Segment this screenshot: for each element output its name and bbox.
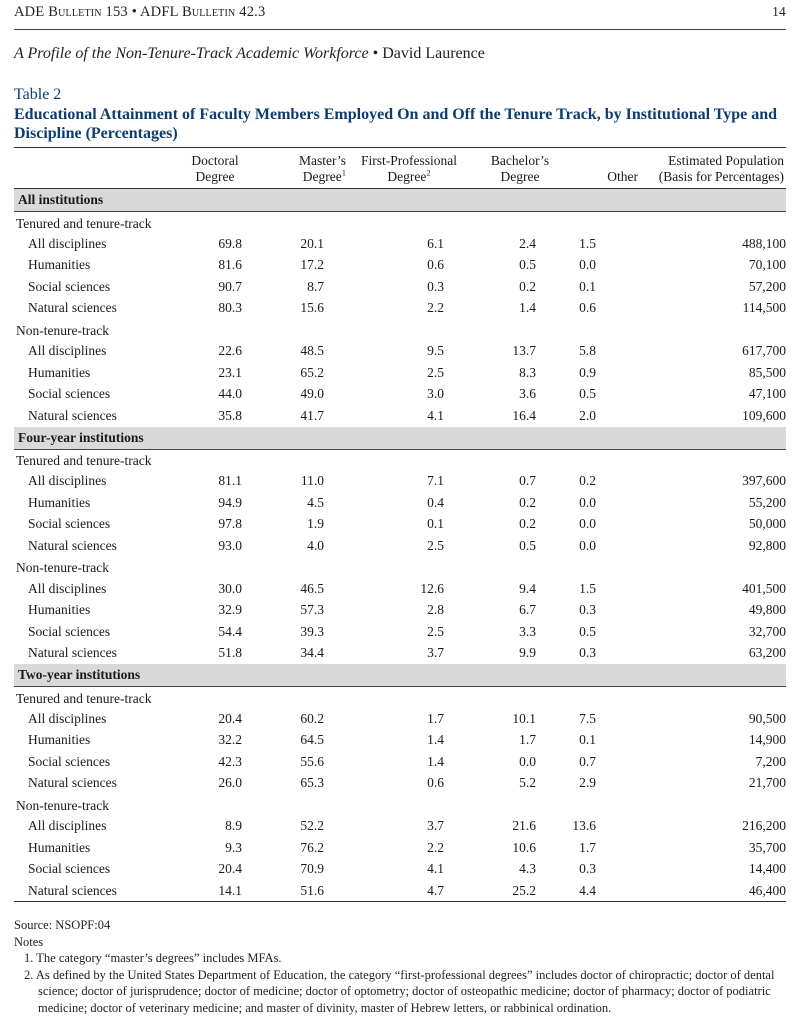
- column-header: Doctoral Degree: [174, 148, 256, 189]
- table-cell: 16.4: [512, 407, 536, 423]
- group-row: [14, 319, 786, 341]
- table-row: [14, 471, 786, 493]
- table-row: [14, 708, 786, 730]
- header-stub: [14, 148, 174, 189]
- table-row: [14, 384, 786, 406]
- table-cell: 49,800: [748, 602, 786, 618]
- table-cell: 81.1: [218, 473, 242, 489]
- table-title: Educational Attainment of Faculty Members Employed On and Off the Tenure Track, by Institutional Type and Discipline (Percentages): [14, 106, 778, 142]
- table-cell: 76.2: [300, 839, 324, 855]
- table-cell: 85,500: [748, 364, 786, 380]
- table-cell: 0.1: [427, 516, 444, 532]
- table-cell: 70,100: [748, 257, 786, 273]
- group-label: Non-tenure-track: [16, 797, 109, 813]
- group-label: Non-tenure-track: [16, 560, 109, 576]
- table-row: [14, 730, 786, 752]
- table-cell: 3.0: [427, 386, 444, 402]
- table-row: [14, 751, 786, 773]
- table-cell: 20.4: [218, 710, 242, 726]
- table-row: [14, 362, 786, 384]
- table-cell: 0.4: [427, 494, 444, 510]
- table-cell: 0.6: [579, 300, 596, 316]
- table-cell: 3.6: [519, 386, 536, 402]
- table-cell: 9.4: [519, 580, 536, 596]
- table-cell: 0.2: [519, 516, 536, 532]
- table-cell: 1.4: [427, 753, 444, 769]
- table-cell: 23.1: [218, 364, 242, 380]
- table-cell: 32,700: [748, 623, 786, 639]
- table-cell: 0.9: [579, 364, 596, 380]
- table-row: [14, 255, 786, 277]
- table-cell: 32.2: [218, 732, 242, 748]
- table-cell: 0.0: [519, 753, 536, 769]
- table-cell: 64.5: [300, 732, 324, 748]
- table-cell: 49.0: [300, 386, 324, 402]
- article-title: A Profile of the Non-Tenure-Track Academic Workforce: [14, 45, 369, 62]
- row-label: Natural sciences: [28, 775, 117, 791]
- table-row: [14, 600, 786, 622]
- row-label: All disciplines: [28, 343, 107, 359]
- table-cell: 1.5: [579, 580, 596, 596]
- table-cell: 35.8: [218, 407, 242, 423]
- table-cell: 8.7: [307, 278, 324, 294]
- table-cell: 488,100: [742, 235, 786, 251]
- table-cell: 21.6: [512, 818, 536, 834]
- table-cell: 0.5: [579, 623, 596, 639]
- table-cell: 57,200: [748, 278, 786, 294]
- table-cell: 51.6: [256, 880, 348, 902]
- table-cell: 0.3: [579, 645, 596, 661]
- table-cell: 2.5: [427, 364, 444, 380]
- table-cell: 46.5: [300, 580, 324, 596]
- table-cell: 2.2: [427, 300, 444, 316]
- table-cell: 0.7: [519, 473, 536, 489]
- article-line: [14, 45, 485, 63]
- row-label: Social sciences: [28, 623, 111, 639]
- institution-row: [14, 189, 786, 212]
- table-cell: 3.7: [427, 818, 444, 834]
- table-cell: 0.1: [579, 278, 596, 294]
- table-cell: 22.6: [218, 343, 242, 359]
- table-cell: 0.2: [519, 278, 536, 294]
- row-label: Humanities: [28, 602, 91, 618]
- row-label: Social sciences: [28, 386, 111, 402]
- table-cell: 3.7: [427, 645, 444, 661]
- table-cell: 11.0: [300, 473, 324, 489]
- table-cell: 8.9: [225, 818, 242, 834]
- table-cell: 216,200: [742, 818, 786, 834]
- table-body: [14, 189, 786, 902]
- table-cell: 617,700: [742, 343, 786, 359]
- table-cell: 44.0: [218, 386, 242, 402]
- table-cell: 13.6: [572, 818, 596, 834]
- row-label: Humanities: [28, 494, 91, 510]
- table-cell: 2.2: [427, 839, 444, 855]
- journal-title: ADE Bulletin 153 • ADFL Bulletin 42.3: [14, 4, 266, 20]
- institution-label: Four-year institutions: [14, 427, 786, 450]
- table-cell: 2.5: [427, 537, 444, 553]
- row-label: Social sciences: [28, 861, 111, 877]
- note-item: 1. The category “master’s degrees” includes MFAs.: [24, 951, 282, 965]
- table-row: [14, 621, 786, 643]
- row-label: Humanities: [28, 732, 91, 748]
- article-author: David Laurence: [382, 45, 485, 62]
- table-cell: 6.7: [519, 602, 536, 618]
- row-label: All disciplines: [28, 235, 107, 251]
- table-cell: 6.1: [427, 235, 444, 251]
- table-cell: 41.7: [300, 407, 324, 423]
- group-label: Tenured and tenure-track: [16, 453, 152, 468]
- table-cell: 2.5: [427, 623, 444, 639]
- table-cell: 97.8: [218, 516, 242, 532]
- table-cell: 4.3: [519, 861, 536, 877]
- table-cell: 0.0: [579, 257, 596, 273]
- table-cell: 5.8: [579, 343, 596, 359]
- column-header: Master’s Degree$^1$: [256, 148, 348, 189]
- table-cell: 7.1: [427, 473, 444, 489]
- table-cell: 14,400: [748, 861, 786, 877]
- table-label: Table 2: [14, 86, 62, 103]
- column-header: Other: [570, 148, 640, 189]
- group-label: Tenured and tenure-track: [16, 215, 152, 231]
- table-cell: 9.5: [427, 343, 444, 359]
- data-table: [14, 147, 786, 902]
- table-cell: 17.2: [300, 257, 324, 273]
- table-cell: 46,400: [640, 880, 786, 902]
- row-label: Humanities: [28, 257, 91, 273]
- table-cell: 1.9: [307, 516, 324, 532]
- table-cell: 32.9: [218, 602, 242, 618]
- table-cell: 2.8: [427, 602, 444, 618]
- table-cell: 52.2: [300, 818, 324, 834]
- institution-label: Two-year institutions: [14, 664, 786, 687]
- table-cell: 20.1: [300, 235, 324, 251]
- institution-row: [14, 427, 786, 450]
- table-cell: 3.3: [519, 623, 536, 639]
- table-row: [14, 341, 786, 363]
- table-cell: 0.3: [579, 602, 596, 618]
- table-cell: 5.2: [519, 775, 536, 791]
- table-cell: 4.1: [427, 861, 444, 877]
- table-cell: 81.6: [218, 257, 242, 273]
- table-cell: 1.5: [579, 235, 596, 251]
- table-row: [14, 298, 786, 320]
- row-label: Natural sciences: [28, 537, 117, 553]
- page-number: 14: [772, 4, 786, 19]
- table-cell: 0.3: [579, 861, 596, 877]
- table-row: [14, 880, 786, 902]
- group-row: [14, 449, 786, 471]
- table-cell: 8.3: [519, 364, 536, 380]
- table-cell: 65.2: [300, 364, 324, 380]
- table-cell: 57.3: [300, 602, 324, 618]
- table-cell: 60.2: [300, 710, 324, 726]
- table-cell: 12.6: [420, 580, 444, 596]
- table-cell: 0.5: [519, 537, 536, 553]
- table-cell: 14.1: [174, 880, 256, 902]
- table-cell: 25.2: [470, 880, 570, 902]
- table-cell: 35,700: [748, 839, 786, 855]
- table-cell: 15.6: [300, 300, 324, 316]
- table-cell: 94.9: [218, 494, 242, 510]
- table-cell: 7.5: [579, 710, 596, 726]
- table-row: [14, 643, 786, 665]
- group-row: [14, 212, 786, 234]
- table-cell: 55,200: [748, 494, 786, 510]
- table-cell: 0.2: [519, 494, 536, 510]
- table-row: [14, 405, 786, 427]
- article-separator: •: [368, 45, 383, 62]
- row-label: Natural sciences: [28, 300, 117, 316]
- table-cell: 0.7: [579, 753, 596, 769]
- row-label: Natural sciences: [14, 880, 174, 902]
- table-cell: 4.1: [427, 407, 444, 423]
- table-cell: 69.8: [218, 235, 242, 251]
- column-header: Estimated Population (Basis for Percentages): [640, 148, 786, 189]
- table-cell: 63,200: [748, 645, 786, 661]
- header-rule: [14, 29, 786, 30]
- row-label: Natural sciences: [28, 645, 117, 661]
- table-cell: 7,200: [755, 753, 786, 769]
- table-cell: 1.4: [427, 732, 444, 748]
- row-label: All disciplines: [28, 580, 107, 596]
- header-row: [14, 148, 786, 189]
- group-row: [14, 557, 786, 579]
- table-cell: 10.6: [512, 839, 536, 855]
- table-cell: 20.4: [218, 861, 242, 877]
- row-label: Social sciences: [28, 516, 111, 532]
- table-cell: 0.5: [519, 257, 536, 273]
- table-cell: 9.3: [225, 839, 242, 855]
- table-cell: 70.9: [300, 861, 324, 877]
- table-cell: 13.7: [512, 343, 536, 359]
- table-cell: 26.0: [218, 775, 242, 791]
- table-cell: 401,500: [742, 580, 786, 596]
- table-row: [14, 859, 786, 881]
- table-cell: 109,600: [742, 407, 786, 423]
- institution-row: [14, 664, 786, 687]
- table-cell: 2.4: [519, 235, 536, 251]
- table-cell: 51.8: [218, 645, 242, 661]
- row-label: Humanities: [28, 839, 91, 855]
- row-label: All disciplines: [28, 473, 107, 489]
- table-cell: 0.5: [579, 386, 596, 402]
- table-cell: 93.0: [218, 537, 242, 553]
- column-header: First-Professional Degree$^2$: [348, 148, 470, 189]
- table-cell: 10.1: [512, 710, 536, 726]
- row-label: All disciplines: [28, 818, 107, 834]
- table-cell: 90,500: [748, 710, 786, 726]
- table-cell: 47,100: [748, 386, 786, 402]
- table-row: [14, 816, 786, 838]
- institution-label: All institutions: [14, 189, 786, 212]
- table-cell: 1.4: [519, 300, 536, 316]
- table-cell: 48.5: [300, 343, 324, 359]
- table-cell: 50,000: [748, 516, 786, 532]
- table-cell: 114,500: [742, 300, 786, 316]
- table-cell: 1.7: [427, 710, 444, 726]
- table-cell: 80.3: [218, 300, 242, 316]
- table-cell: 0.2: [579, 473, 596, 489]
- table-cell: 54.4: [218, 623, 242, 639]
- row-label: All disciplines: [28, 710, 107, 726]
- table-row: [14, 492, 786, 514]
- table-row: [14, 233, 786, 255]
- table-cell: 397,600: [742, 473, 786, 489]
- table-cell: 4.5: [307, 494, 324, 510]
- table-cell: 90.7: [218, 278, 242, 294]
- group-row: [14, 794, 786, 816]
- source-line: Source: NSOPF:04: [14, 918, 111, 932]
- note-item: 2. As defined by the United States Department of Education, the category “first-professional degrees” includes doctor of chiropractic; doctor of dental science; doctor of jurisprudence; doctor of medicine; doctor of optometry; doctor of osteopathic medicine; doctor of pharmacy; doctor of podiatric medicine; doctor of veterinary medicine; and master of divinity, master of Hebrew letters, or rabbinical ordination.: [24, 967, 775, 1015]
- group-row: [14, 687, 786, 709]
- table-cell: 2.0: [579, 407, 596, 423]
- table-cell: 14,900: [748, 732, 786, 748]
- table-cell: 4.0: [307, 537, 324, 553]
- notes-section: [14, 917, 790, 1016]
- row-label: Humanities: [28, 364, 91, 380]
- table-cell: 0.0: [579, 516, 596, 532]
- table-cell: 1.7: [579, 839, 596, 855]
- table-row: [14, 514, 786, 536]
- table-cell: 65.3: [300, 775, 324, 791]
- table-row: [14, 578, 786, 600]
- table-cell: 0.3: [427, 278, 444, 294]
- table-cell: 30.0: [218, 580, 242, 596]
- table-cell: 34.4: [300, 645, 324, 661]
- notes-heading: Notes: [14, 934, 44, 949]
- table-cell: 4.7: [348, 880, 470, 902]
- table-cell: 0.1: [579, 732, 596, 748]
- table-cell: 0.6: [427, 775, 444, 791]
- table-cell: 1.7: [519, 732, 536, 748]
- column-header: Bachelor’s Degree: [470, 148, 570, 189]
- group-label: Tenured and tenure-track: [16, 690, 152, 706]
- table-cell: 2.9: [579, 775, 596, 791]
- row-label: Natural sciences: [28, 407, 117, 423]
- table-cell: 0.0: [579, 537, 596, 553]
- table-row: [14, 837, 786, 859]
- group-label: Non-tenure-track: [16, 322, 109, 338]
- table-row: [14, 773, 786, 795]
- table-cell: 9.9: [519, 645, 536, 661]
- table-cell: 55.6: [300, 753, 324, 769]
- table-cell: 42.3: [218, 753, 242, 769]
- row-label: Social sciences: [28, 753, 111, 769]
- table-cell: 92,800: [748, 537, 786, 553]
- row-label: Social sciences: [28, 278, 111, 294]
- table-row: [14, 535, 786, 557]
- table-cell: 0.6: [427, 257, 444, 273]
- table-cell: 4.4: [570, 880, 640, 902]
- table-cell: 0.0: [579, 494, 596, 510]
- table-row: [14, 276, 786, 298]
- table-cell: 39.3: [300, 623, 324, 639]
- table-cell: 21,700: [748, 775, 786, 791]
